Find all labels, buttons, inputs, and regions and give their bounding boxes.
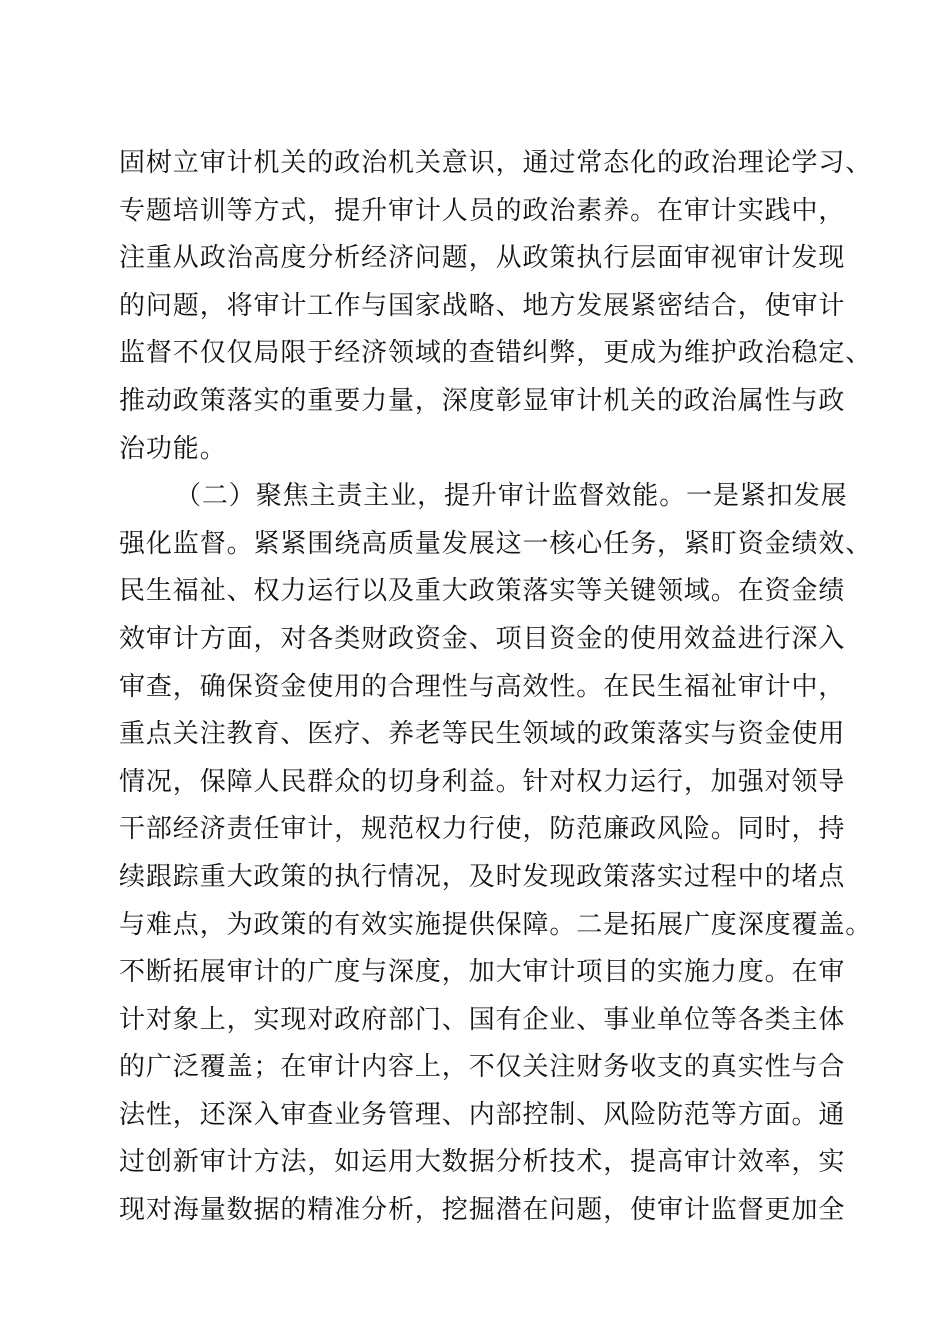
text-line: 情况，保障人民群众的切身利益。针对权力运行，加强对领导	[119, 766, 846, 797]
text-line: 推动政策落实的重要力量，深度彰显审计机关的政治属性与政	[119, 385, 846, 416]
text-line: 固树立审计机关的政治机关意识，通过常态化的政治理论学习、	[119, 148, 873, 178]
text-line: 效审计方面，对各类财政资金、项目资金的使用效益进行深入	[119, 623, 846, 654]
text-line: 审查，确保资金使用的合理性与高效性。在民生福祉审计中，	[119, 671, 846, 702]
text-line: 现对海量数据的精准分析，挖掘潜在问题，使审计监督更加全	[119, 1195, 846, 1226]
text-line: 的问题，将审计工作与国家战略、地方发展紧密结合，使审计	[119, 290, 846, 321]
text-line: 与难点，为政策的有效实施提供保障。二是拓展广度深度覆盖。	[119, 909, 873, 940]
text-line: 强化监督。紧紧围绕高质量发展这一核心任务，紧盯资金绩效、	[119, 528, 873, 559]
text-line: 计对象上，实现对政府部门、国有企业、事业单位等各类主体	[119, 1004, 846, 1035]
text-line: 监督不仅仅局限于经济领域的查错纠弊，更成为维护政治稳定、	[119, 338, 873, 369]
text-line: 治功能。	[119, 433, 227, 464]
text-line: 重点关注教育、医疗、养老等民生领域的政策落实与资金使用	[119, 719, 846, 750]
text-line: 不断拓展审计的广度与深度，加大审计项目的实施力度。在审	[119, 957, 846, 988]
text-line: 续跟踪重大政策的执行情况，及时发现政策落实过程中的堵点	[119, 861, 846, 892]
section-heading-line: （二）聚焦主责主业，提升审计监督效能。一是紧扣发展	[175, 481, 848, 512]
body-text	[119, 140, 873, 1235]
text-line: 民生福祉、权力运行以及重大政策落实等关键领域。在资金绩	[119, 576, 846, 607]
text-line: 法性，还深入审查业务管理、内部控制、风险防范等方面。通	[119, 1099, 846, 1130]
text-line: 专题培训等方式，提升审计人员的政治素养。在审计实践中，	[119, 195, 846, 226]
text-line: 的广泛覆盖；在审计内容上，不仅关注财务收支的真实性与合	[119, 1052, 846, 1083]
text-line: 过创新审计方法，如运用大数据分析技术，提高审计效率，实	[119, 1147, 846, 1178]
text-line: 干部经济责任审计，规范权力行使，防范廉政风险。同时，持	[119, 814, 846, 845]
text-line: 注重从政治高度分析经济问题，从政策执行层面审视审计发现	[119, 243, 846, 274]
